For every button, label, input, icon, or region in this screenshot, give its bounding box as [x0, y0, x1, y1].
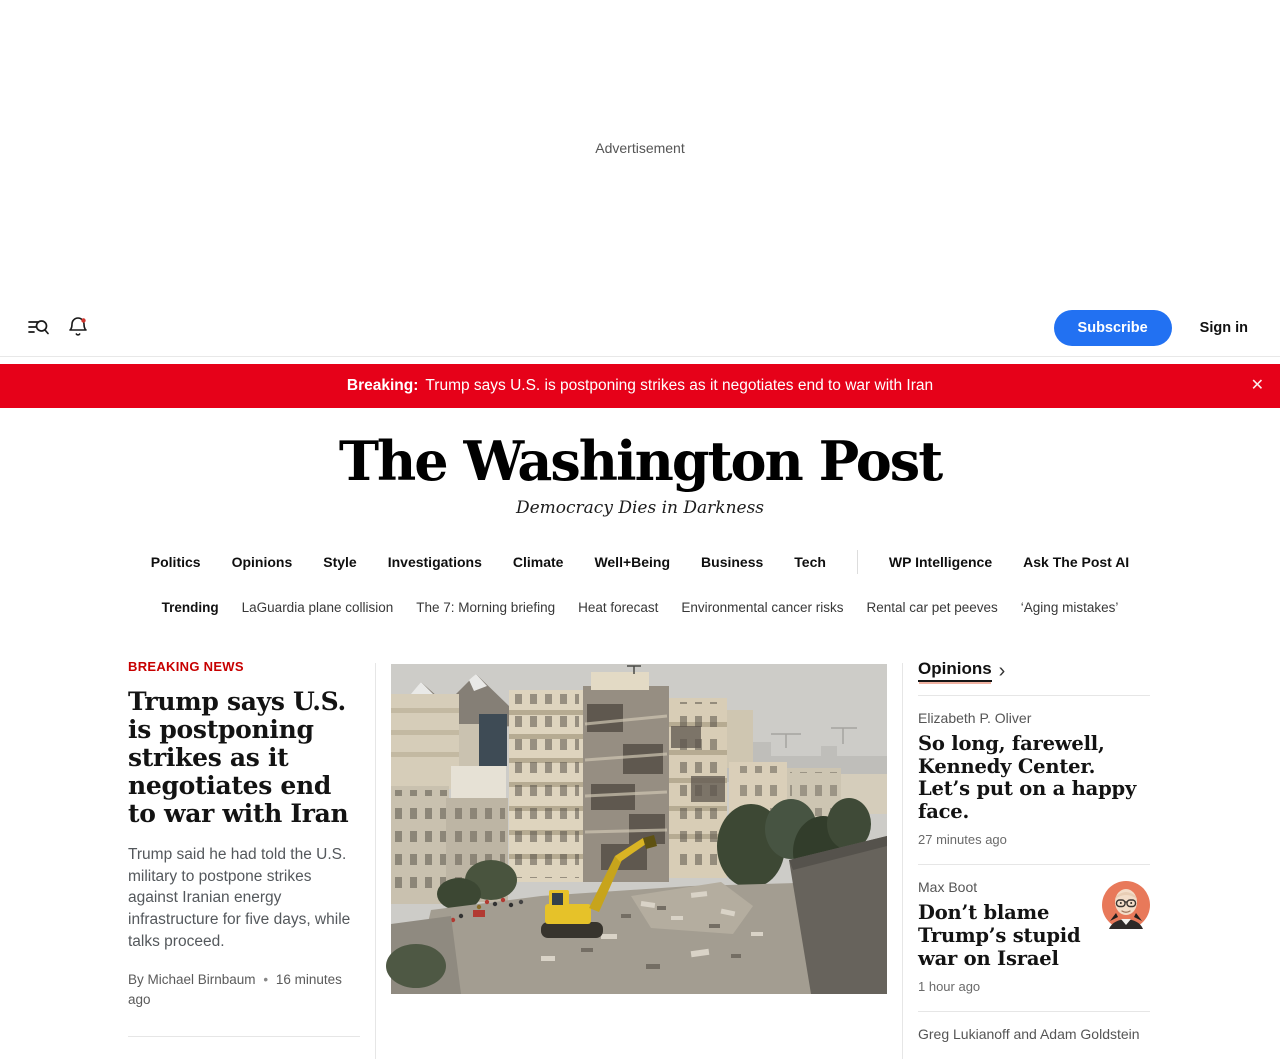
opinion-author: Greg Lukianoff and Adam Goldstein	[918, 1026, 1140, 1043]
byline-author: By Michael Birnbaum	[128, 972, 256, 988]
bell-icon	[66, 315, 90, 342]
nav-item-ask-the-post-ai[interactable]: Ask The Post AI	[1023, 554, 1130, 570]
byline-timestamp: 16 minutes ago	[128, 972, 342, 1007]
lead-headline[interactable]: Trump says U.S. is postponing strikes as it negotiates end to war with Iran	[128, 687, 349, 828]
ad-slot	[0, 0, 1280, 300]
breaking-banner-link[interactable]	[347, 377, 933, 395]
nav-item-investigations[interactable]: Investigations	[387, 554, 482, 570]
lead-photo-column	[391, 664, 887, 994]
nav-item-style[interactable]: Style	[323, 554, 357, 570]
lead-story-photo[interactable]	[391, 664, 887, 994]
chevron-right-icon: ›	[998, 660, 1006, 682]
opinion-author: Elizabeth P. Oliver	[918, 710, 1032, 726]
trending-label: Trending	[161, 600, 219, 615]
max-boot-avatar	[1102, 881, 1150, 929]
sign-in-link[interactable]: Sign in	[1199, 320, 1248, 336]
notifications-button[interactable]	[64, 314, 92, 342]
column-divider-right	[902, 663, 903, 1059]
nav-item-tech[interactable]: Tech	[794, 554, 826, 570]
trending-item-aging-mistakes[interactable]: ‘Aging mistakes’	[1020, 600, 1119, 615]
site-header	[0, 300, 1280, 357]
opinion-item	[918, 864, 1150, 1011]
nav-item-opinions[interactable]: Opinions	[231, 554, 293, 570]
opinion-item	[918, 1011, 1150, 1059]
masthead-tagline: Democracy Dies in Darkness	[515, 498, 765, 518]
lead-story	[128, 659, 360, 1037]
byline-separator: •	[263, 972, 269, 988]
subscribe-button[interactable]: Subscribe	[1054, 310, 1172, 346]
opinion-headline[interactable]: Don’t blame Trump’s stupid war on Israel	[918, 901, 1081, 970]
opinion-timestamp: 27 minutes ago	[918, 832, 1007, 848]
opinion-item	[918, 695, 1150, 864]
breaking-banner-kicker: Breaking:	[346, 377, 419, 394]
main-content	[0, 659, 1280, 1059]
collapsed-building-photo-illustration	[391, 664, 887, 994]
nav-divider	[857, 550, 858, 574]
opinion-author: Max Boot	[918, 879, 978, 896]
lead-dek: Trump said he had told the U.S. military to postpone strikes against Iranian energy infrastructure for five days, while talks proceed.	[128, 846, 351, 950]
trending-item-rental-car[interactable]: Rental car pet peeves	[866, 600, 998, 615]
trending-item-cancer-risks[interactable]: Environmental cancer risks	[681, 600, 844, 615]
opinion-headline[interactable]: So long, farewell, Kennedy Center. Let’s put on a happy face.	[918, 732, 1137, 823]
trending-item-the7[interactable]: The 7: Morning briefing	[416, 600, 556, 615]
opinions-header	[918, 659, 1150, 695]
breaking-news-banner	[0, 364, 1280, 408]
washington-post-logo[interactable]: The Washington Post	[338, 429, 942, 493]
lead-byline	[128, 970, 360, 1009]
menu-search-icon	[26, 315, 50, 342]
nav-item-wp-intelligence[interactable]: WP Intelligence	[888, 554, 993, 570]
primary-nav	[0, 550, 1280, 574]
trending-bar	[0, 600, 1280, 615]
trending-item-heat-forecast[interactable]: Heat forecast	[578, 600, 659, 615]
masthead	[0, 429, 1280, 518]
advertisement-label: Advertisement	[595, 140, 685, 156]
close-icon: ✕	[1250, 377, 1264, 394]
nav-item-climate[interactable]: Climate	[512, 554, 564, 570]
opinion-timestamp: 1 hour ago	[918, 979, 981, 995]
opinions-column	[918, 659, 1150, 1059]
nav-item-wellbeing[interactable]: Well+Being	[594, 554, 671, 570]
lead-story-divider	[128, 1036, 360, 1037]
banner-close-button[interactable]	[1251, 378, 1264, 394]
breaking-banner-message: Trump says U.S. is postponing strikes as it negotiates end to war with Iran	[425, 377, 934, 394]
breaking-news-kicker: BREAKING NEWS	[128, 659, 244, 674]
nav-item-politics[interactable]: Politics	[150, 554, 201, 570]
opinions-section-link[interactable]: Opinions	[918, 659, 992, 682]
menu-search-button[interactable]	[24, 314, 52, 342]
column-divider-left	[375, 663, 376, 1059]
nav-item-business[interactable]: Business	[701, 554, 764, 570]
trending-item-laguardia[interactable]: LaGuardia plane collision	[241, 600, 394, 615]
